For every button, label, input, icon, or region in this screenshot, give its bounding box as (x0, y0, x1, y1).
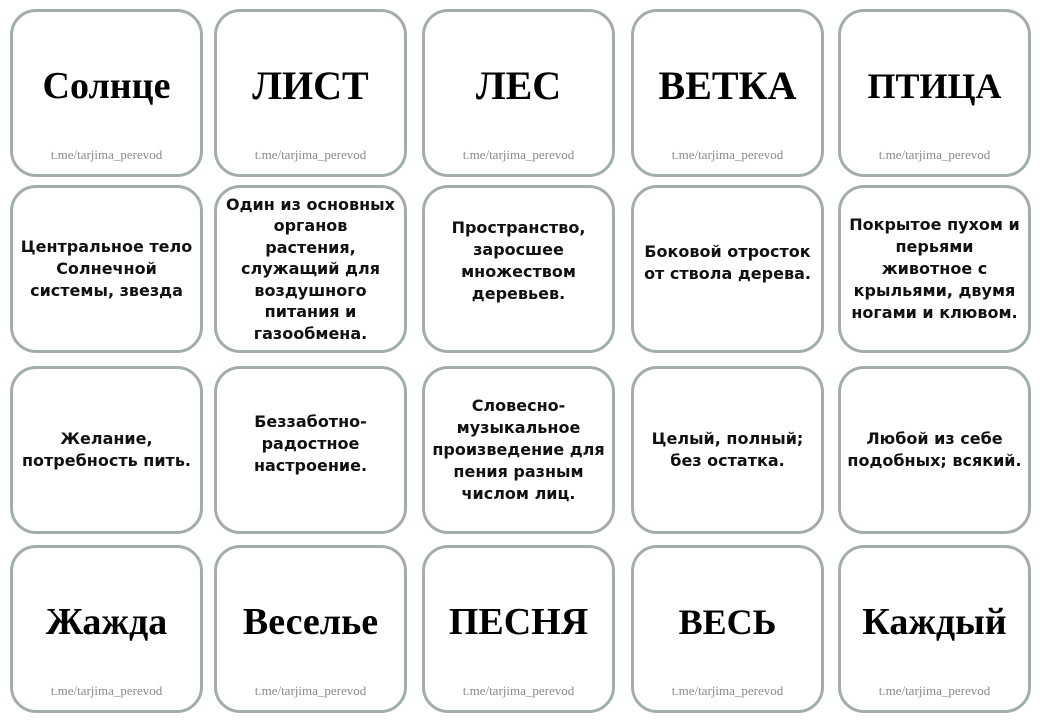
definition-line: Покрытое пухом и (849, 215, 1020, 234)
definition-line: Боковой отросток (644, 242, 811, 261)
card-word: ПТИЦА (867, 66, 1002, 106)
definition-line: подобных; всякий. (847, 451, 1022, 470)
definition-line: ногами и клювом. (851, 303, 1018, 322)
word-card-les (422, 9, 615, 177)
card-word: ЛЕС (475, 63, 562, 108)
definition-line: Центральное тело (20, 237, 193, 256)
watermark-text: t.me/tarjima_perevod (671, 147, 784, 162)
definition-line: Солнечной (56, 259, 157, 278)
watermark-text: t.me/tarjima_perevod (462, 683, 575, 698)
card-word: Веселье (242, 601, 379, 643)
definition-line: Пространство, (451, 218, 586, 237)
definition-line: служащий для (241, 259, 380, 279)
definition-line: числом лиц. (461, 484, 576, 503)
watermark-text: t.me/tarjima_perevod (462, 147, 575, 162)
definition-text (446, 217, 592, 305)
definition-card-ptitsa (838, 185, 1031, 353)
definition-line: потребность пить. (21, 451, 192, 470)
word-card-list (214, 9, 407, 177)
word-card-ptitsa (838, 9, 1031, 177)
definition-line: животное с (881, 259, 988, 278)
definition-line: без остатка. (670, 451, 785, 470)
word-card-solntse (10, 9, 203, 177)
definition-line: Один из основных (226, 194, 395, 214)
card-word: Жажда (45, 601, 168, 643)
definition-line: заросшее (473, 240, 564, 259)
definition-card-pesnya (422, 366, 615, 534)
watermark-text: t.me/tarjima_perevod (671, 683, 784, 698)
definition-line: органов (273, 216, 348, 236)
definition-card-solntse (10, 185, 203, 353)
definition-line: радостное (261, 434, 360, 453)
watermark-text: t.me/tarjima_perevod (254, 147, 367, 162)
definition-line: Словесно- (471, 396, 566, 415)
definition-line: воздушного (254, 280, 367, 300)
definition-text (15, 236, 198, 302)
watermark-text: t.me/tarjima_perevod (254, 683, 367, 698)
definition-line: Любой из себе (866, 429, 1003, 448)
definition-text (646, 428, 810, 472)
word-card-vesele (214, 545, 407, 713)
card-word: ПЕСНЯ (448, 601, 589, 643)
watermark-text: t.me/tarjima_perevod (50, 147, 163, 162)
word-card-vetka (631, 9, 824, 177)
definition-text (426, 395, 610, 505)
definition-line: газообмена. (253, 323, 368, 343)
definition-line: крыльями, двумя (853, 281, 1016, 300)
card-word: ЛИСТ (252, 63, 369, 108)
definition-line: Целый, полный; (651, 429, 804, 448)
definition-line: множеством (461, 262, 576, 281)
card-word: ВЕСЬ (678, 602, 777, 642)
card-word: Каждый (862, 601, 1007, 643)
watermark-text: t.me/tarjima_perevod (50, 683, 163, 698)
watermark-text: t.me/tarjima_perevod (878, 147, 991, 162)
definition-text (638, 241, 817, 285)
definition-card-les (422, 185, 615, 353)
definition-text (843, 214, 1026, 324)
definition-line: от ствола дерева. (644, 264, 811, 283)
watermark-text: t.me/tarjima_perevod (878, 683, 991, 698)
definition-text (841, 428, 1027, 472)
definition-card-ves (631, 366, 824, 534)
definition-card-vetka (631, 185, 824, 353)
definition-line: перьями (895, 237, 974, 256)
definition-card-kazhdyy (838, 366, 1031, 534)
definition-text (16, 428, 197, 472)
definition-text (248, 411, 373, 477)
word-card-pesnya (422, 545, 615, 713)
definition-line: произведение для (432, 440, 605, 459)
definition-line: пения разным (453, 462, 584, 481)
word-card-zhazhda (10, 545, 203, 713)
definition-text (220, 194, 401, 345)
definition-card-vesele (214, 366, 407, 534)
definition-line: системы, звезда (30, 281, 183, 300)
definition-card-zhazhda (10, 366, 203, 534)
definition-line: Беззаботно- (254, 412, 367, 431)
card-word: ВЕТКА (658, 63, 797, 108)
card-word: Солнце (42, 65, 171, 107)
definition-line: деревьев. (471, 284, 566, 303)
definition-line: питания и (264, 302, 357, 322)
word-card-kazhdyy (838, 545, 1031, 713)
word-card-ves (631, 545, 824, 713)
definition-line: настроение. (253, 456, 368, 475)
definition-line: музыкальное (456, 418, 581, 437)
definition-line: растения, (265, 237, 356, 257)
definition-line: Желание, (60, 429, 153, 448)
definition-card-list (214, 185, 407, 353)
